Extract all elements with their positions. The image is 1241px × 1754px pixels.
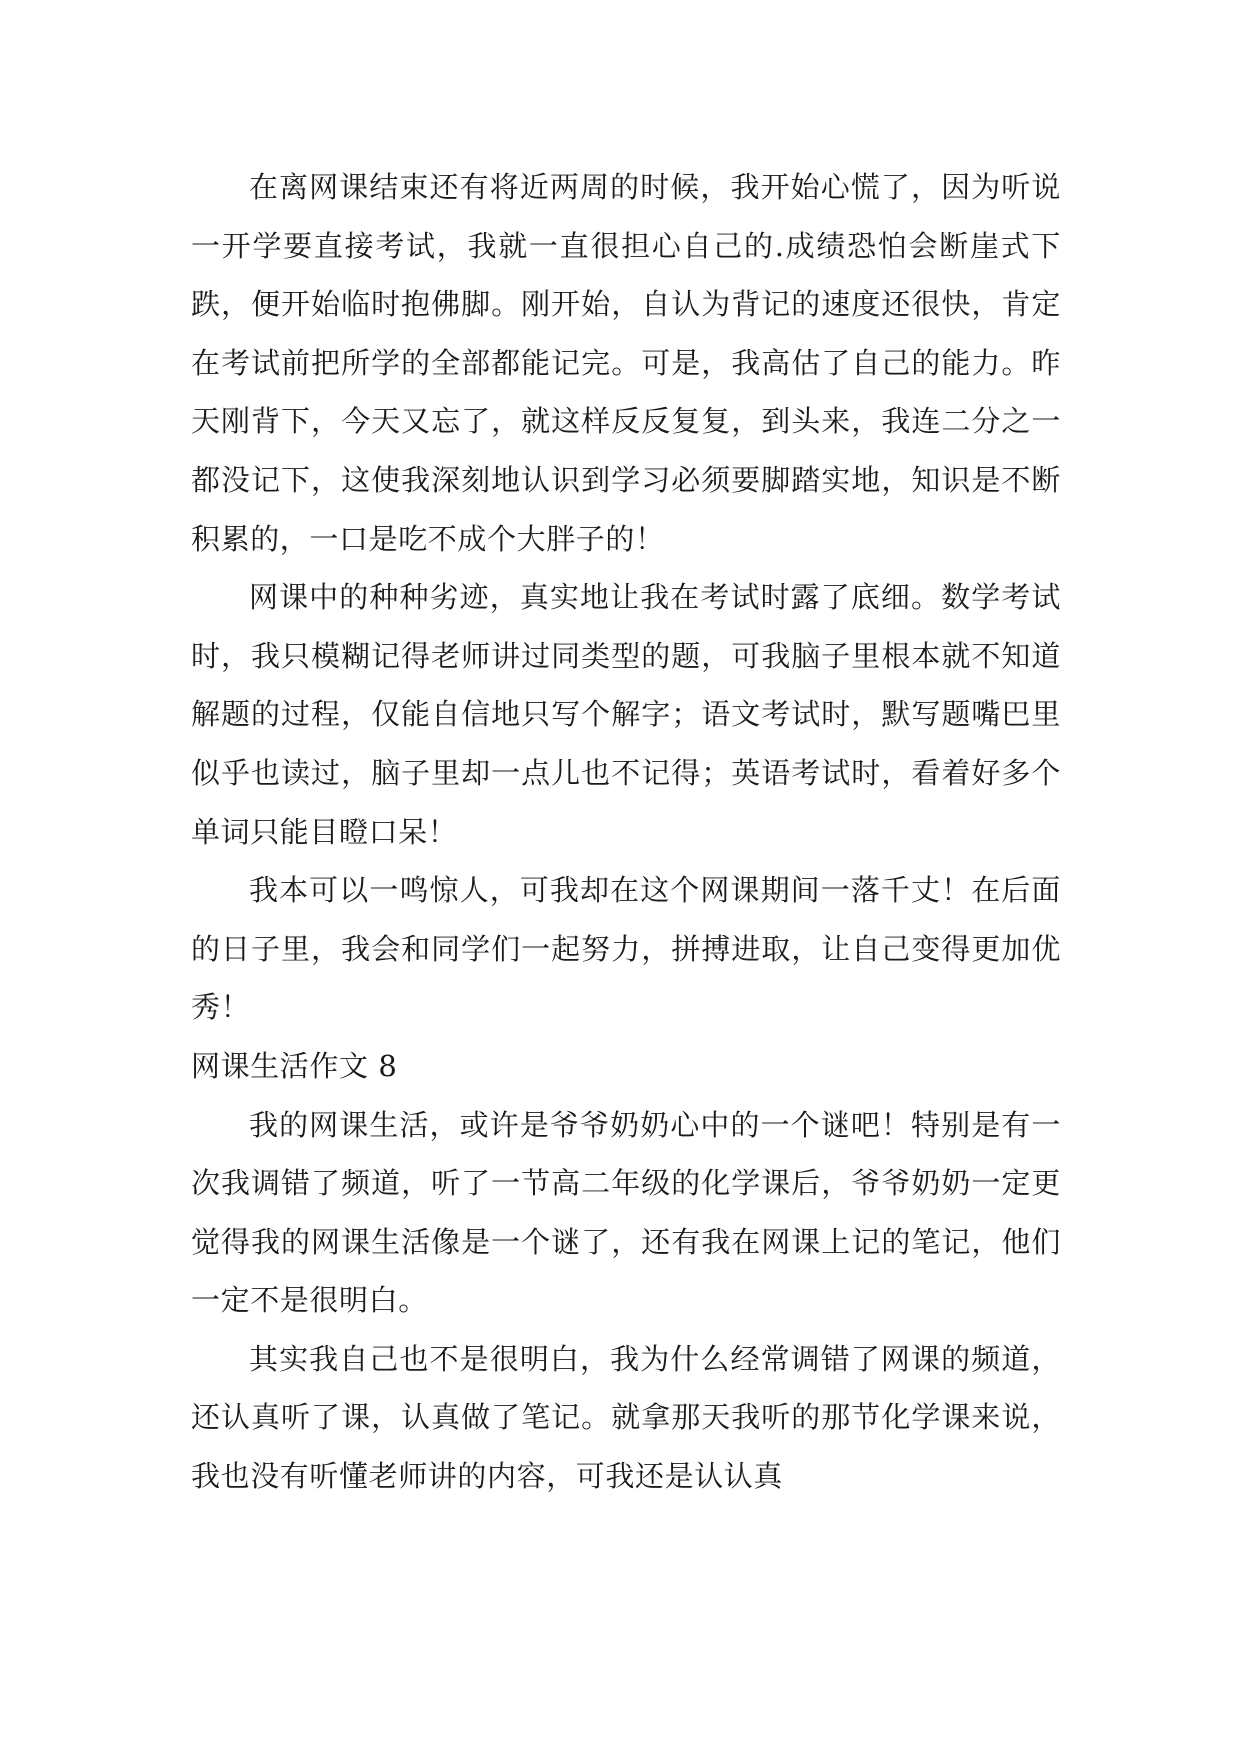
section-title: 网课生活作文 8 bbox=[191, 1048, 398, 1083]
paragraph-1: 在离网课结束还有将近两周的时候，我开始心慌了，因为听说一开学要直接考试，我就一直很担心自己的.成绩恐怕会断崖式下跌，便开始临时抱佛脚。刚开始，自认为背记的速度还很快，肯定在考试前把所学的全部都能记完。可是，我高估了自己的能力。昨天刚背下，今天又忘了，就这样反反复复，到头来，我连二分之一都没记下，这使我深刻地认识到学习必须要脚踏实地，知识是不断积累的，一口是吃不成个大胖子的！ bbox=[191, 170, 1061, 556]
paragraph-5: 其实我自己也不是很明白，我为什么经常调错了网课的频道，还认真听了课，认真做了笔记。就拿那天我听的那节化学课来说，我也没有听懂老师讲的内容，可我还是认认真 bbox=[191, 1341, 1061, 1494]
document-page bbox=[191, 158, 1061, 1506]
paragraph-2: 网课中的种种劣迹，真实地让我在考试时露了底细。数学考试时，我只模糊记得老师讲过同类型的题，可我脑子里根本就不知道解题的过程，仅能自信地只写个解字；语文考试时，默写题嘴巴里似乎也读过，脑子里却一点儿也不记得；英语考试时，看着好多个单词只能目瞪口呆！ bbox=[191, 580, 1061, 849]
paragraph-3: 我本可以一鸣惊人，可我却在这个网课期间一落千丈！在后面的日子里，我会和同学们一起努力，拼搏进取，让自己变得更加优秀！ bbox=[191, 873, 1061, 1025]
paragraph-4: 我的网课生活，或许是爷爷奶奶心中的一个谜吧！特别是有一次我调错了频道，听了一节高二年级的化学课后，爷爷奶奶一定更觉得我的网课生活像是一个谜了，还有我在网课上记的笔记，他们一定不是很明白。 bbox=[191, 1107, 1061, 1318]
